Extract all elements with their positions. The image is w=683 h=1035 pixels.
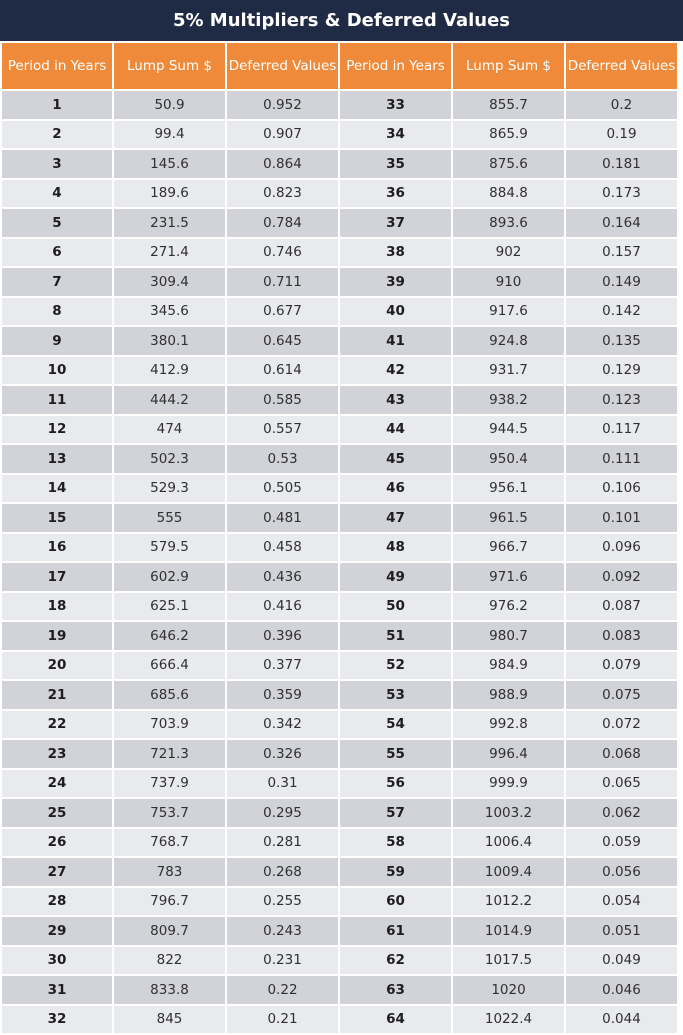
deferred-value-cell: 0.062 <box>566 799 677 827</box>
lump-sum-cell: 950.4 <box>453 445 564 473</box>
deferred-value-cell: 0.53 <box>227 445 338 473</box>
lump-sum-cell: 944.5 <box>453 416 564 444</box>
period-cell: 34 <box>340 121 451 149</box>
lump-sum-cell: 910 <box>453 268 564 296</box>
period-cell: 20 <box>2 652 112 680</box>
deferred-value-cell: 0.458 <box>227 534 338 562</box>
table-row <box>2 829 677 857</box>
multipliers-table <box>0 41 679 1035</box>
period-cell: 57 <box>340 799 451 827</box>
deferred-value-cell: 0.173 <box>566 180 677 208</box>
lump-sum-cell: 345.6 <box>114 298 225 326</box>
table-title-bar <box>0 0 683 41</box>
period-cell: 54 <box>340 711 451 739</box>
lump-sum-cell: 1006.4 <box>453 829 564 857</box>
deferred-value-cell: 0.181 <box>566 150 677 178</box>
lump-sum-cell: 1017.5 <box>453 947 564 975</box>
table-row <box>2 416 677 444</box>
lump-sum-cell: 231.5 <box>114 209 225 237</box>
deferred-value-cell: 0.436 <box>227 563 338 591</box>
lump-sum-cell: 956.1 <box>453 475 564 503</box>
header-deferred-1: Deferred Values <box>227 43 338 89</box>
period-cell: 42 <box>340 357 451 385</box>
period-cell: 48 <box>340 534 451 562</box>
lump-sum-cell: 145.6 <box>114 150 225 178</box>
lump-sum-cell: 50.9 <box>114 91 225 119</box>
table-row <box>2 121 677 149</box>
deferred-value-cell: 0.21 <box>227 1006 338 1034</box>
lump-sum-cell: 380.1 <box>114 327 225 355</box>
deferred-value-cell: 0.164 <box>566 209 677 237</box>
table-row <box>2 622 677 650</box>
lump-sum-cell: 703.9 <box>114 711 225 739</box>
table-row <box>2 976 677 1004</box>
deferred-value-cell: 0.243 <box>227 917 338 945</box>
deferred-value-cell: 0.054 <box>566 888 677 916</box>
deferred-value-cell: 0.746 <box>227 239 338 267</box>
lump-sum-cell: 833.8 <box>114 976 225 1004</box>
deferred-value-cell: 0.056 <box>566 858 677 886</box>
lump-sum-cell: 1020 <box>453 976 564 1004</box>
deferred-value-cell: 0.22 <box>227 976 338 1004</box>
deferred-value-cell: 0.101 <box>566 504 677 532</box>
deferred-value-cell: 0.117 <box>566 416 677 444</box>
deferred-value-cell: 0.784 <box>227 209 338 237</box>
table-row <box>2 298 677 326</box>
period-cell: 12 <box>2 416 112 444</box>
period-cell: 27 <box>2 858 112 886</box>
table-row <box>2 799 677 827</box>
table-row <box>2 357 677 385</box>
lump-sum-cell: 988.9 <box>453 681 564 709</box>
period-cell: 11 <box>2 386 112 414</box>
lump-sum-cell: 845 <box>114 1006 225 1034</box>
deferred-value-cell: 0.096 <box>566 534 677 562</box>
deferred-value-cell: 0.585 <box>227 386 338 414</box>
period-cell: 33 <box>340 91 451 119</box>
lump-sum-cell: 502.3 <box>114 445 225 473</box>
lump-sum-cell: 938.2 <box>453 386 564 414</box>
deferred-value-cell: 0.677 <box>227 298 338 326</box>
deferred-value-cell: 0.079 <box>566 652 677 680</box>
deferred-value-cell: 0.083 <box>566 622 677 650</box>
period-cell: 4 <box>2 180 112 208</box>
table-row <box>2 888 677 916</box>
period-cell: 41 <box>340 327 451 355</box>
deferred-value-cell: 0.481 <box>227 504 338 532</box>
lump-sum-cell: 902 <box>453 239 564 267</box>
table-row <box>2 504 677 532</box>
table-row <box>2 445 677 473</box>
period-cell: 61 <box>340 917 451 945</box>
period-cell: 17 <box>2 563 112 591</box>
period-cell: 18 <box>2 593 112 621</box>
period-cell: 58 <box>340 829 451 857</box>
table-row <box>2 268 677 296</box>
deferred-value-cell: 0.231 <box>227 947 338 975</box>
lump-sum-cell: 737.9 <box>114 770 225 798</box>
deferred-value-cell: 0.342 <box>227 711 338 739</box>
deferred-value-cell: 0.111 <box>566 445 677 473</box>
period-cell: 16 <box>2 534 112 562</box>
deferred-value-cell: 0.396 <box>227 622 338 650</box>
period-cell: 64 <box>340 1006 451 1034</box>
lump-sum-cell: 1003.2 <box>453 799 564 827</box>
period-cell: 53 <box>340 681 451 709</box>
deferred-value-cell: 0.326 <box>227 740 338 768</box>
deferred-value-cell: 0.823 <box>227 180 338 208</box>
lump-sum-cell: 822 <box>114 947 225 975</box>
period-cell: 24 <box>2 770 112 798</box>
lump-sum-cell: 474 <box>114 416 225 444</box>
header-lump-sum-1: Lump Sum $ <box>114 43 225 89</box>
lump-sum-cell: 768.7 <box>114 829 225 857</box>
table-row <box>2 209 677 237</box>
lump-sum-cell: 1012.2 <box>453 888 564 916</box>
period-cell: 40 <box>340 298 451 326</box>
lump-sum-cell: 884.8 <box>453 180 564 208</box>
period-cell: 50 <box>340 593 451 621</box>
period-cell: 45 <box>340 445 451 473</box>
header-period-1: Period in Years <box>2 43 112 89</box>
deferred-value-cell: 0.157 <box>566 239 677 267</box>
lump-sum-cell: 809.7 <box>114 917 225 945</box>
lump-sum-cell: 753.7 <box>114 799 225 827</box>
period-cell: 9 <box>2 327 112 355</box>
period-cell: 32 <box>2 1006 112 1034</box>
period-cell: 22 <box>2 711 112 739</box>
table-row <box>2 180 677 208</box>
table-row <box>2 593 677 621</box>
period-cell: 60 <box>340 888 451 916</box>
lump-sum-cell: 966.7 <box>453 534 564 562</box>
table-row <box>2 770 677 798</box>
lump-sum-cell: 444.2 <box>114 386 225 414</box>
deferred-value-cell: 0.106 <box>566 475 677 503</box>
deferred-value-cell: 0.711 <box>227 268 338 296</box>
lump-sum-cell: 984.9 <box>453 652 564 680</box>
period-cell: 10 <box>2 357 112 385</box>
deferred-value-cell: 0.059 <box>566 829 677 857</box>
lump-sum-cell: 646.2 <box>114 622 225 650</box>
lump-sum-cell: 999.9 <box>453 770 564 798</box>
period-cell: 31 <box>2 976 112 1004</box>
deferred-value-cell: 0.281 <box>227 829 338 857</box>
lump-sum-cell: 309.4 <box>114 268 225 296</box>
period-cell: 30 <box>2 947 112 975</box>
deferred-value-cell: 0.2 <box>566 91 677 119</box>
table-row <box>2 1006 677 1034</box>
deferred-value-cell: 0.051 <box>566 917 677 945</box>
period-cell: 56 <box>340 770 451 798</box>
table-row <box>2 681 677 709</box>
lump-sum-cell: 625.1 <box>114 593 225 621</box>
period-cell: 52 <box>340 652 451 680</box>
deferred-value-cell: 0.075 <box>566 681 677 709</box>
table-row <box>2 740 677 768</box>
table-row <box>2 150 677 178</box>
period-cell: 37 <box>340 209 451 237</box>
period-cell: 44 <box>340 416 451 444</box>
lump-sum-cell: 783 <box>114 858 225 886</box>
lump-sum-cell: 796.7 <box>114 888 225 916</box>
lump-sum-cell: 855.7 <box>453 91 564 119</box>
lump-sum-cell: 976.2 <box>453 593 564 621</box>
deferred-value-cell: 0.31 <box>227 770 338 798</box>
lump-sum-cell: 99.4 <box>114 121 225 149</box>
deferred-value-cell: 0.645 <box>227 327 338 355</box>
header-lump-sum-2: Lump Sum $ <box>453 43 564 89</box>
period-cell: 36 <box>340 180 451 208</box>
deferred-value-cell: 0.505 <box>227 475 338 503</box>
deferred-value-cell: 0.19 <box>566 121 677 149</box>
lump-sum-cell: 189.6 <box>114 180 225 208</box>
period-cell: 25 <box>2 799 112 827</box>
lump-sum-cell: 893.6 <box>453 209 564 237</box>
table-row <box>2 917 677 945</box>
table-row <box>2 239 677 267</box>
lump-sum-cell: 931.7 <box>453 357 564 385</box>
lump-sum-cell: 971.6 <box>453 563 564 591</box>
table-row <box>2 327 677 355</box>
period-cell: 7 <box>2 268 112 296</box>
lump-sum-cell: 666.4 <box>114 652 225 680</box>
period-cell: 55 <box>340 740 451 768</box>
deferred-value-cell: 0.046 <box>566 976 677 1004</box>
lump-sum-cell: 924.8 <box>453 327 564 355</box>
period-cell: 15 <box>2 504 112 532</box>
deferred-value-cell: 0.065 <box>566 770 677 798</box>
period-cell: 8 <box>2 298 112 326</box>
table-row <box>2 386 677 414</box>
period-cell: 26 <box>2 829 112 857</box>
deferred-value-cell: 0.295 <box>227 799 338 827</box>
deferred-value-cell: 0.952 <box>227 91 338 119</box>
lump-sum-cell: 721.3 <box>114 740 225 768</box>
deferred-value-cell: 0.092 <box>566 563 677 591</box>
deferred-value-cell: 0.557 <box>227 416 338 444</box>
table-row <box>2 534 677 562</box>
header-row <box>2 43 677 89</box>
header-deferred-2: Deferred Values <box>566 43 677 89</box>
lump-sum-cell: 961.5 <box>453 504 564 532</box>
deferred-value-cell: 0.049 <box>566 947 677 975</box>
deferred-value-cell: 0.068 <box>566 740 677 768</box>
period-cell: 14 <box>2 475 112 503</box>
lump-sum-cell: 271.4 <box>114 239 225 267</box>
period-cell: 29 <box>2 917 112 945</box>
deferred-value-cell: 0.907 <box>227 121 338 149</box>
lump-sum-cell: 555 <box>114 504 225 532</box>
lump-sum-cell: 1022.4 <box>453 1006 564 1034</box>
table-row <box>2 475 677 503</box>
period-cell: 28 <box>2 888 112 916</box>
period-cell: 39 <box>340 268 451 296</box>
table-title: 5% Multipliers & Deferred Values <box>172 10 511 31</box>
period-cell: 21 <box>2 681 112 709</box>
lump-sum-cell: 529.3 <box>114 475 225 503</box>
period-cell: 35 <box>340 150 451 178</box>
period-cell: 3 <box>2 150 112 178</box>
lump-sum-cell: 579.5 <box>114 534 225 562</box>
deferred-value-cell: 0.359 <box>227 681 338 709</box>
period-cell: 38 <box>340 239 451 267</box>
lump-sum-cell: 917.6 <box>453 298 564 326</box>
lump-sum-cell: 1014.9 <box>453 917 564 945</box>
table-row <box>2 711 677 739</box>
period-cell: 2 <box>2 121 112 149</box>
table-row <box>2 91 677 119</box>
deferred-value-cell: 0.123 <box>566 386 677 414</box>
period-cell: 5 <box>2 209 112 237</box>
lump-sum-cell: 685.6 <box>114 681 225 709</box>
header-period-2: Period in Years <box>340 43 451 89</box>
deferred-value-cell: 0.377 <box>227 652 338 680</box>
lump-sum-cell: 875.6 <box>453 150 564 178</box>
deferred-value-cell: 0.072 <box>566 711 677 739</box>
period-cell: 47 <box>340 504 451 532</box>
deferred-value-cell: 0.142 <box>566 298 677 326</box>
period-cell: 1 <box>2 91 112 119</box>
lump-sum-cell: 992.8 <box>453 711 564 739</box>
period-cell: 43 <box>340 386 451 414</box>
table-row <box>2 947 677 975</box>
period-cell: 6 <box>2 239 112 267</box>
deferred-value-cell: 0.149 <box>566 268 677 296</box>
period-cell: 62 <box>340 947 451 975</box>
deferred-value-cell: 0.416 <box>227 593 338 621</box>
deferred-value-cell: 0.129 <box>566 357 677 385</box>
period-cell: 23 <box>2 740 112 768</box>
table-row <box>2 563 677 591</box>
table-row <box>2 858 677 886</box>
lump-sum-cell: 865.9 <box>453 121 564 149</box>
deferred-value-cell: 0.864 <box>227 150 338 178</box>
lump-sum-cell: 996.4 <box>453 740 564 768</box>
period-cell: 63 <box>340 976 451 1004</box>
period-cell: 49 <box>340 563 451 591</box>
period-cell: 46 <box>340 475 451 503</box>
lump-sum-cell: 980.7 <box>453 622 564 650</box>
deferred-value-cell: 0.268 <box>227 858 338 886</box>
period-cell: 51 <box>340 622 451 650</box>
lump-sum-cell: 602.9 <box>114 563 225 591</box>
period-cell: 59 <box>340 858 451 886</box>
deferred-value-cell: 0.135 <box>566 327 677 355</box>
deferred-value-cell: 0.614 <box>227 357 338 385</box>
deferred-value-cell: 0.044 <box>566 1006 677 1034</box>
deferred-value-cell: 0.255 <box>227 888 338 916</box>
lump-sum-cell: 412.9 <box>114 357 225 385</box>
table-body <box>2 91 677 1033</box>
period-cell: 13 <box>2 445 112 473</box>
table-row <box>2 652 677 680</box>
period-cell: 19 <box>2 622 112 650</box>
deferred-value-cell: 0.087 <box>566 593 677 621</box>
lump-sum-cell: 1009.4 <box>453 858 564 886</box>
